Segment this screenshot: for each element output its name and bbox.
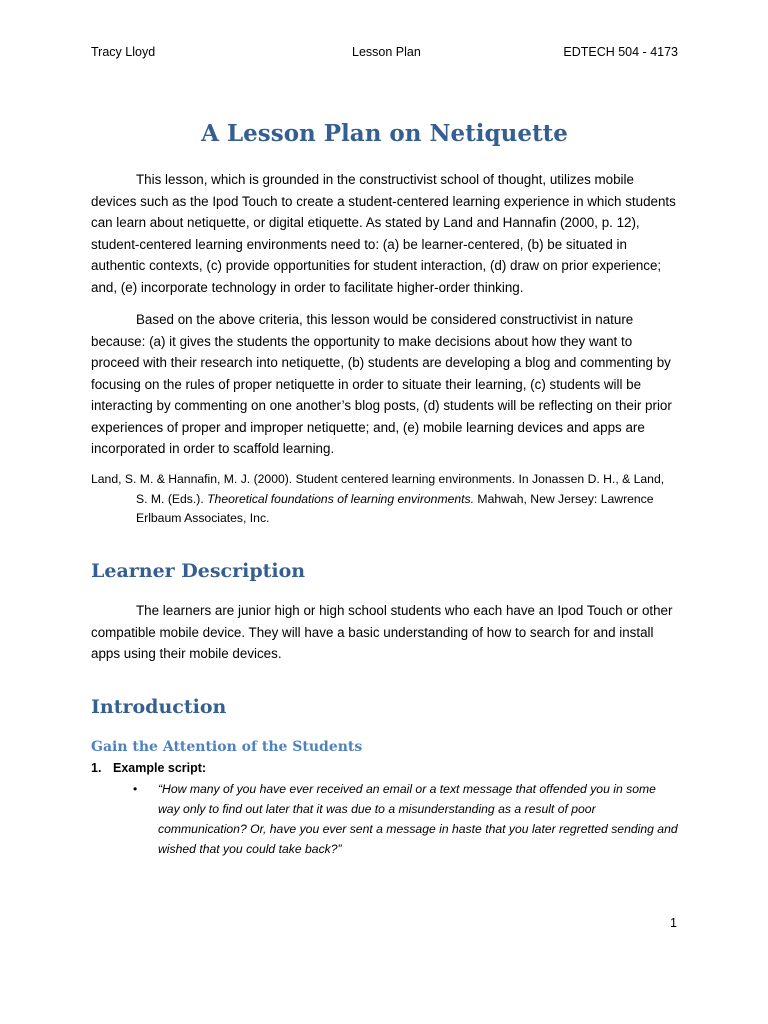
list-label: Example script: [113, 761, 207, 775]
header-author: Tracy Lloyd [91, 45, 156, 59]
learner-description-heading: Learner Description [91, 560, 306, 582]
page-number: 1 [670, 916, 677, 930]
intro-paragraph-1 [91, 169, 678, 298]
document-title: A Lesson Plan on Netiquette [201, 120, 568, 147]
reference-book-title: Theoretical foundations of learning environments. [207, 491, 475, 506]
list-number: 1. [91, 761, 102, 775]
intro-paragraph-1-text: This lesson, which is grounded in the constructivist school of thought, utilizes mobile devices such as the Ipod Touch to create a student-centered learning experience in which students can learn about netiquette, or digital etiquette. As stated by Land and Hannafin (2000, p. 12), student-centered learning environments need to: (a) be learner-centered, (b) be situated in authentic contexts, (c) provide opportunities for student interaction, (d) draw on prior experience; and, (e) incorporate technology in order to facilitate higher-order thinking. [91, 172, 676, 295]
example-script-quote: “How many of you have ever received an email or a text message that offended you in some way only to find out later that it was due to a misunderstanding as a result of poor communication? Or, have you ever sent a message in haste that you later regretted sending and wished that you could take back?” [158, 782, 678, 856]
bullet-icon: • [133, 782, 138, 796]
gain-attention-subheading: Gain the Attention of the Students [91, 739, 363, 755]
learner-description-text: The learners are junior high or high school students who each have an Ipod Touch or other compatible mobile device. They will have a basic understanding of how to search for and install apps using their mobile devices. [91, 603, 673, 661]
intro-paragraph-2 [91, 309, 678, 460]
header-doc-type: Lesson Plan [352, 45, 421, 59]
introduction-heading: Introduction [91, 696, 227, 718]
reference-citation [91, 470, 678, 529]
page-header [91, 45, 678, 63]
intro-paragraph-2-text: Based on the above criteria, this lesson would be considered constructivist in nature because: (a) it gives the students the opportunity to make decisions about how they want to proceed with their research into netiquette, (b) students are developing a blog and commenting by focusing on the rules of proper netiquette in order to situate their learning, (c) students will be interacting by commenting on one another’s blog posts, (d) students will be reflecting on their prior experiences of proper and improper netiquette; and, (e) mobile learning devices and apps are incorporated in order to scaffold learning. [91, 312, 672, 456]
learner-description-paragraph [91, 600, 678, 665]
reference-part-1: Land, S. M. & Hannafin, M. J. (2000). Student centered learning environments. In Jonassen D. H., & Land, S. M. (Eds.). [91, 472, 665, 506]
header-course: EDTECH 504 - 4173 [563, 45, 678, 59]
reference-part-2: Mahwah, New Jersey: Lawrence Erlbaum Associates, Inc. [136, 491, 654, 525]
